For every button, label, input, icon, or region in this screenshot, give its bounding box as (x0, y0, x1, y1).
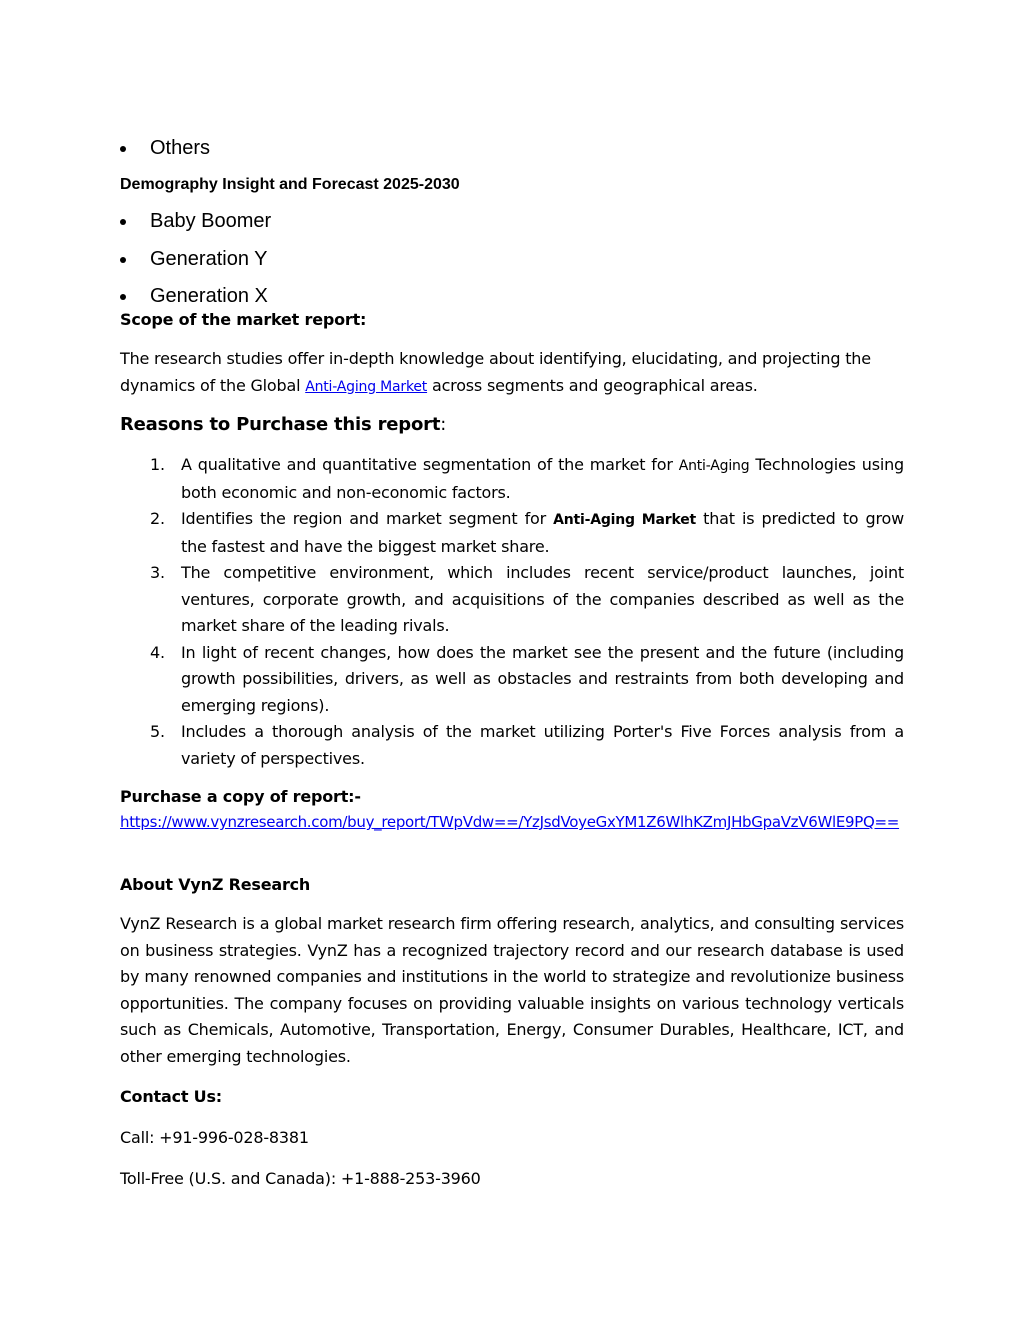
purchase-heading: Purchase a copy of report:- (120, 787, 361, 806)
reasons-list (120, 452, 904, 772)
list-item (120, 640, 904, 720)
list-item-text: Technologies using both economic and non-economic factors. (181, 455, 905, 502)
about-paragraph: VynZ Research is a global market research firm offering research, analytics, and consulting services on business strategies. VynZ has a recognized trajectory record and our research database is used by many renowned companies and institutions in the world to strategize and revolutionize business opportunities. The company focuses on providing valuable insights on various technology verticals such as Chemicals, Automotive, Transportation, Energy, Consumer Durables, Healthcare, ICT, and other emerging technologies. (120, 914, 904, 1066)
list-item-label: Generation Y (150, 247, 268, 270)
list-item-number: 4. (150, 642, 165, 662)
list-item (120, 209, 904, 247)
bullet-icon (120, 257, 126, 263)
reasons-heading (120, 413, 904, 437)
anti-aging-market-link[interactable]: Anti-Aging Market (305, 378, 428, 395)
list-item-text: Identifies the region and market segment for (181, 509, 554, 528)
scope-text-before: The research studies offer in-depth knowledge about identifying, elucidating, and projecting the dynamics of the Global (120, 349, 871, 395)
bullet-icon (120, 294, 126, 300)
list-item (120, 560, 904, 640)
reasons-heading-colon: : (440, 414, 447, 435)
list-item (120, 452, 904, 506)
list-item-number: 2. (150, 509, 165, 528)
list-item-label: Generation X (150, 285, 268, 307)
bullet-icon (120, 219, 126, 225)
list-item (120, 719, 904, 772)
list-item-text: Includes a thorough analysis of the market utilizing Porter's Five Forces analysis from a variety of perspectives. (181, 722, 904, 768)
list-item-text: The competitive environment, which includes recent service/product launches, joint ventures, corporate growth, and acquisitions of the companies described as well as the market share of the leading rivals. (181, 563, 904, 635)
scope-heading: Scope of the market report: (120, 310, 367, 329)
list-item-inline-bold: Anti-Aging Market (553, 512, 697, 528)
purchase-url-container (120, 809, 900, 835)
reasons-heading-text: Reasons to Purchase this report (120, 414, 441, 435)
segment-bullet-list (120, 136, 904, 160)
list-item-number: 1. (150, 455, 165, 474)
contact-call: Call: +91-996-028-8381 (120, 1128, 309, 1147)
list-item-label: Baby Boomer (150, 210, 272, 232)
about-heading: About VynZ Research (120, 875, 311, 894)
list-item-text: A qualitative and quantitative segmentation of the market for (181, 455, 679, 474)
list-item-label: Others (150, 137, 211, 159)
list-item-text: that is predicted to grow the fastest and have the biggest market share. (181, 509, 904, 556)
list-item (120, 506, 904, 560)
scope-paragraph (120, 346, 910, 400)
scope-text-after: across segments and geographical areas. (427, 375, 758, 395)
list-item-text: In light of recent changes, how does the market see the present and the future (including growth possibilities, drivers, as well as obstacles and restraints from both developing and emerging regions). (181, 642, 904, 715)
demography-list (120, 209, 904, 308)
list-item (120, 284, 904, 308)
list-item-number: 5. (150, 722, 165, 741)
list-item-inline: Anti-Aging (678, 458, 750, 474)
demography-heading: Demography Insight and Forecast 2025-2030 (120, 176, 460, 193)
bullet-icon (120, 146, 126, 152)
list-item-number: 3. (150, 563, 165, 582)
list-item (120, 247, 904, 285)
list-item (120, 136, 904, 160)
contact-tollfree: Toll-Free (U.S. and Canada): +1-888-253-3960 (120, 1169, 481, 1188)
contact-heading: Contact Us: (120, 1087, 222, 1106)
purchase-report-link[interactable]: https://www.vynzresearch.com/buy_report/TWpVdw==/YzJsdVoyeGxYM1Z6WlhKZmJHbGpaVzV6WlE9PQ== (120, 813, 900, 831)
